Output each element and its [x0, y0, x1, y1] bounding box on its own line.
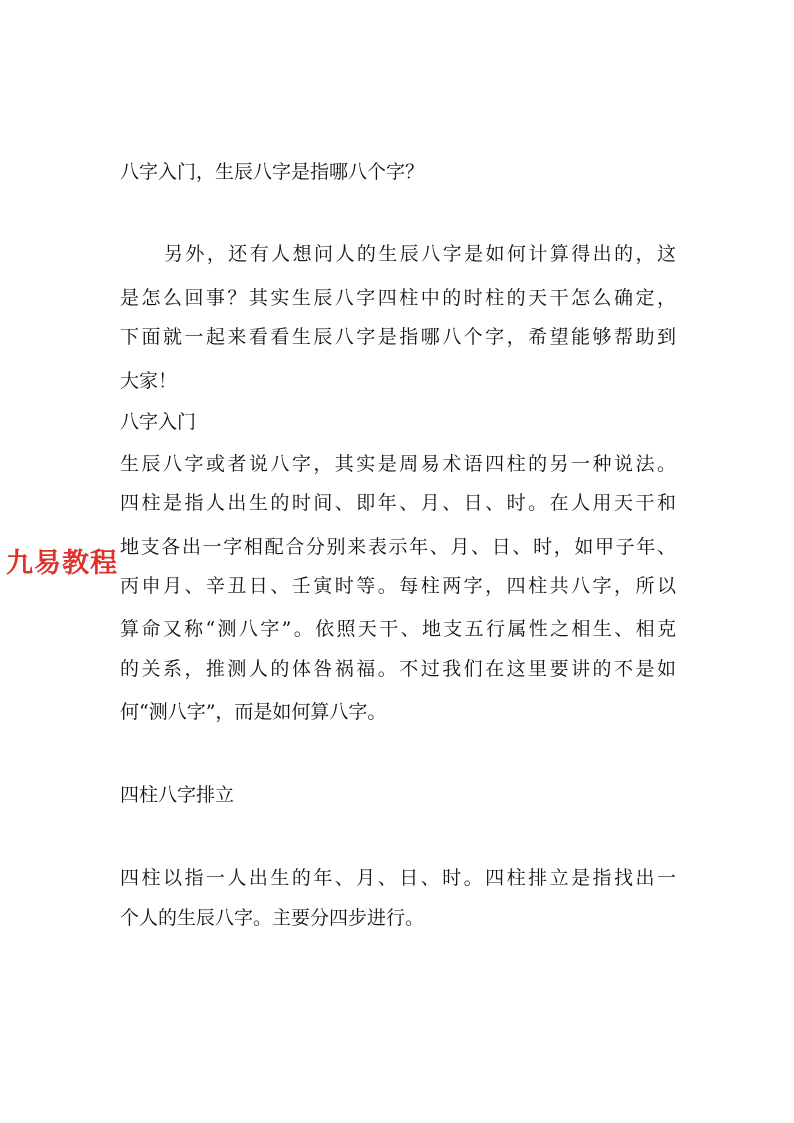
- body-line: 生辰八字或者说八字，其实是周易术语四柱的另一种说法。: [120, 453, 676, 475]
- body-line: 丙申月、辛丑日、壬寅时等。每柱两字，四柱共八字，所以: [120, 575, 676, 597]
- watermark-logo: 九易教程: [6, 548, 118, 579]
- section-heading: 八字入门: [120, 411, 197, 433]
- body-line: 算命又称“测八字”。依照天干、地支五行属性之相生、相克: [120, 618, 676, 640]
- body-line: 的关系，推测人的体咎祸福。不过我们在这里要讲的不是如: [120, 658, 676, 680]
- intro-line: 是怎么回事？其实生辰八字四柱中的时柱的天干怎么确定，: [120, 287, 676, 309]
- body-line: 四柱是指人出生的时间、即年、月、日、时。在人用天干和: [120, 492, 676, 514]
- body-line: 个人的生辰八字。主要分四步进行。: [120, 907, 425, 929]
- intro-line: 另外，还有人想问人的生辰八字是如何计算得出的，这: [164, 243, 676, 265]
- intro-line: 大家！: [120, 370, 178, 392]
- intro-line: 下面就一起来看看生辰八字是指哪八个字，希望能够帮助到: [120, 326, 676, 348]
- section-heading: 四柱八字排立: [120, 784, 235, 806]
- document-title: 八字入门，生辰八字是指哪八个字？: [120, 161, 425, 183]
- body-line: 四柱以指一人出生的年、月、日、时。四柱排立是指找出一: [120, 867, 676, 889]
- body-line: 地支各出一字相配合分别来表示年、月、日、时，如甲子年、: [120, 536, 676, 558]
- body-line: 何“测八字”，而是如何算八字。: [120, 701, 387, 723]
